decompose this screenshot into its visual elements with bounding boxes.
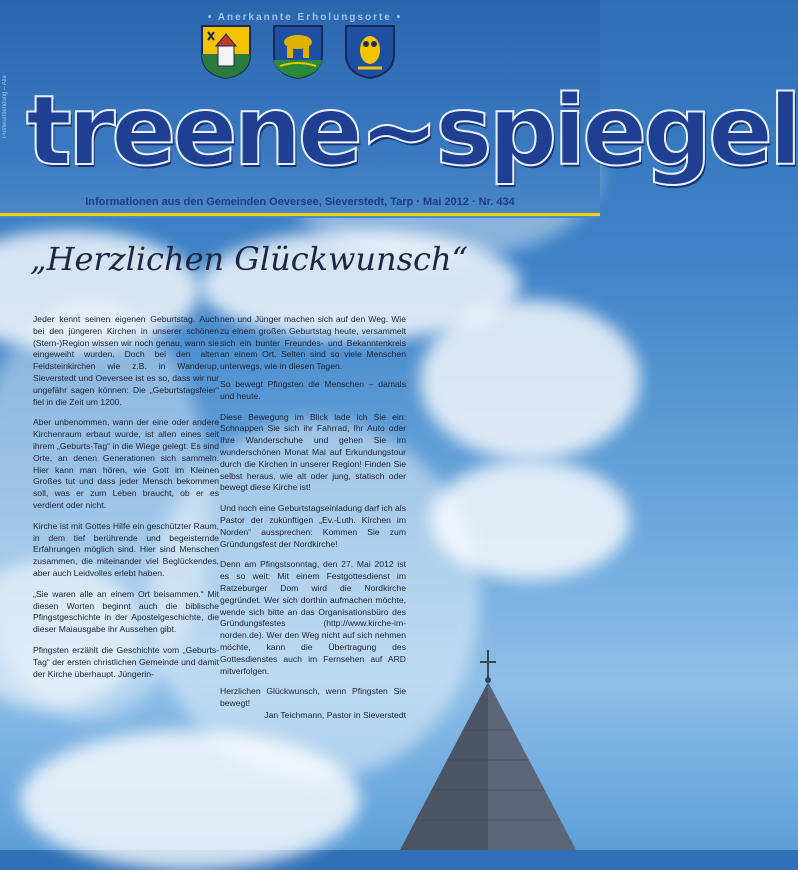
article-paragraph: Jeder kennt seinen eigenen Geburtstag. Auch bei den jüngeren Kirchen in unserer schönen (Stern-)Region wissen wir noch genau, wann sie eingeweiht wurden. Doch bei den alten Feldsteinkirchen wie z.B. in Wanderup, Sieverstedt und Oeversee ist es so, dass wir nur ungefähr sagen können: Die „Geburtstagsfeier“ fiel in die Zeit um 1200. (33, 314, 219, 407)
oeversee-crest-icon (200, 24, 252, 80)
masthead-title: treene~spiegel (26, 75, 798, 187)
church-steeple-icon (380, 650, 600, 850)
article-paragraph: nen und Jünger machen sich auf den Weg. Wie zu einem großen Geburtstag heute, versammelt sich ein bunter Freundes- und Bekanntenkreis an einem Ort. Selten sind so viele Menschen unterwegs, wie in diesen Tagen. (220, 314, 406, 372)
article-paragraph: Denn am Pfingstsonntag, den 27. Mai 2012 ist es so weit: Mit einem Festgottesdienst im Ratzeburger Dom wird die Nordkirche gegründet. Wer sich dorthin aufmachen möchte, wende sich bitte an das Organisationsbüro des Gründungsfestes (http://www.kirche-im-norden.de). Wer den Weg nicht auf sich nehmen möchte, kann die Übertragung des Gottesdienstes auch im Fernsehen auf ARD mitverfolgen. (220, 559, 406, 676)
article-paragraph: Und noch eine Geburtstagseinladung darf ich als Pastor der zukünftigen „Ev.-Luth. Kirchen im Norden“ aussprechen: Kommen Sie zum Gründungsfest der Nordkirche! (220, 503, 406, 549)
yellow-divider (0, 213, 600, 216)
masthead-subtitle: Informationen aus den Gemeinden Oeversee, Sieverstedt, Tarp · Mai 2012 · Nr. 434 (85, 196, 515, 208)
article-headline: „Herzlichen Glückwunsch“ (30, 240, 468, 278)
article-paragraph: So bewegt Pfingsten die Menschen – damals und heute. (220, 378, 406, 401)
masthead-tagline: • Anerkannte Erholungsorte • (207, 12, 403, 23)
sieverstedt-crest-icon (272, 24, 324, 80)
article-signature: Jan Teichmann, Pastor in Sieverstedt (264, 709, 406, 720)
article-paragraph: „Sie waren alle an einem Ort beisammen.“ Mit diesen Worten beginnt auch die biblische Pfingstgeschichte in der Apostelgeschichte, die dieser Maiausgabe ihr Aussehen gibt. (33, 588, 219, 635)
article-paragraph: Diese Bewegung im Blick lade ich Sie ein: Schnappen Sie sich ihr Fahrrad, Ihr Auto oder Ihre Wanderschuhe und gehen Sie im wunderschönen Monat Mai auf Erkundungstour durch die Kirchen in unserer Region! Finden Sie selbst heraus, wie alt oder jung, statisch oder bewegt diese Kirche ist! (220, 411, 406, 493)
postal-note: Postwurfsendung – Alle (2, 75, 8, 138)
article-column-left (33, 314, 219, 689)
article-paragraph: Aber unbenommen, wann der eine oder andere Kirchenraum erbaut wurde, ist allen eines seit ihrem „Geburts-Tag“ in die Wiege gelegt: Es sind Orte, an denen Generationen sich sammeln. Hier kann man hören, wie Gott im Kleinen Großes tut und dass jeder Mensch bekommen soll, was er zum Leben braucht, ob er es verdient oder nicht. (33, 417, 219, 510)
article-column-right (220, 314, 406, 731)
article-paragraph: Pfingsten erzählt die Geschichte vom „Geburts-Tag“ der ersten christlichen Gemeinde und damit der Kirche überhaupt. Jüngerin- (33, 644, 219, 679)
article-paragraph: Herzlichen Glückwunsch, wenn Pfingsten Sie bewegt! (220, 686, 406, 709)
article-paragraph: Kirche ist mit Gottes Hilfe ein geschützter Raum, in dem tief berührende und begeisternde Erfahrungen möglich sind. Hier sind Menschen zusammen, die miteinander viel Beglückendes, aber auch Leidvolles erlebt haben. (33, 520, 219, 578)
tarp-crest-icon (344, 24, 396, 80)
